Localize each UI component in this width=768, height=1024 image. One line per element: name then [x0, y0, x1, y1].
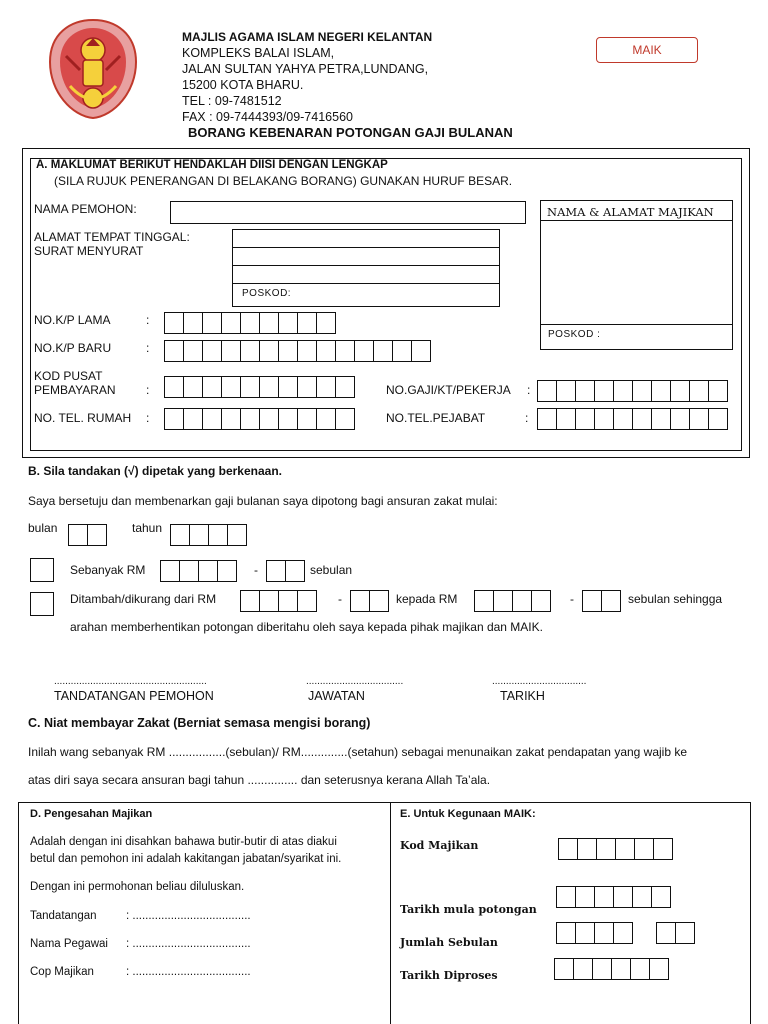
- input-cell[interactable]: [240, 340, 260, 362]
- address-line-3: 15200 KOTA BHARU.: [182, 78, 304, 92]
- kp-baru-cells[interactable]: [164, 340, 430, 362]
- input-cell[interactable]: [278, 590, 298, 612]
- majikan-box[interactable]: [540, 200, 733, 350]
- input-cell[interactable]: [297, 408, 317, 430]
- input-cell[interactable]: [575, 922, 595, 944]
- jumlah-sebulan-label: Jumlah Sebulan: [400, 936, 498, 949]
- input-cell[interactable]: [354, 340, 374, 362]
- input-cell[interactable]: [179, 560, 199, 582]
- input-cell[interactable]: [651, 886, 671, 908]
- input-cell[interactable]: [217, 560, 237, 582]
- input-cell[interactable]: [227, 524, 247, 546]
- kp-lama-cells[interactable]: [164, 312, 335, 334]
- kod-pusat-label: KOD PUSAT: [34, 369, 103, 383]
- kp-lama-colon: :: [146, 313, 150, 327]
- input-cell[interactable]: [316, 376, 336, 398]
- input-cell[interactable]: [278, 376, 298, 398]
- input-cell[interactable]: [573, 958, 593, 980]
- tel-rumah-cells[interactable]: [164, 408, 354, 430]
- kepada-label: kepada RM: [396, 592, 458, 606]
- input-cell[interactable]: [202, 376, 222, 398]
- alamat-poskod-label: POSKOD:: [242, 288, 292, 299]
- tel-pejabat-label: NO.TEL.PEJABAT: [386, 411, 486, 425]
- input-cell[interactable]: [164, 340, 184, 362]
- input-cell[interactable]: [653, 838, 673, 860]
- nama-pegawai-dots: : .....................................: [126, 938, 251, 950]
- section-c-line-2: atas diri saya secara ansuran bagi tahun ............... dan seterusnya kerana Allah Ta’ala.: [28, 773, 491, 787]
- sebulan-label: sebulan: [310, 563, 353, 577]
- form-title: BORANG KEBENARAN POTONGAN GAJI BULANAN: [188, 125, 513, 140]
- input-cell[interactable]: [189, 524, 209, 546]
- input-cell[interactable]: [183, 340, 203, 362]
- input-cell[interactable]: [259, 312, 279, 334]
- input-cell[interactable]: [198, 560, 218, 582]
- tarikh-label: TARIKH: [500, 689, 545, 703]
- input-cell[interactable]: [632, 408, 652, 430]
- input-cell[interactable]: [537, 380, 557, 402]
- input-cell[interactable]: [68, 524, 88, 546]
- input-cell[interactable]: [278, 408, 298, 430]
- input-cell[interactable]: [221, 376, 241, 398]
- kod-pusat-cells[interactable]: [164, 376, 354, 398]
- input-cell[interactable]: [594, 922, 614, 944]
- section-a-subtitle: (SILA RUJUK PENERANGAN DI BELAKANG BORANG) GUNAKAN HURUF BESAR.: [54, 174, 513, 188]
- input-cell[interactable]: [285, 560, 305, 582]
- input-cell[interactable]: [259, 408, 279, 430]
- section-de-divider: [390, 802, 391, 1024]
- input-cell[interactable]: [411, 340, 431, 362]
- input-cell[interactable]: [369, 590, 389, 612]
- bulan-label: bulan: [28, 521, 58, 535]
- input-cell[interactable]: [240, 590, 260, 612]
- input-cell[interactable]: [208, 524, 228, 546]
- input-cell[interactable]: [221, 408, 241, 430]
- input-cell[interactable]: [656, 922, 676, 944]
- tel-pejabat-cells[interactable]: [537, 408, 727, 430]
- sebanyak-label: Sebanyak RM: [70, 563, 146, 577]
- ditambah-label: Ditambah/dikurang dari RM: [70, 592, 217, 606]
- tarikh-mula-cells[interactable]: [556, 886, 670, 908]
- input-cell[interactable]: [575, 380, 595, 402]
- pembayaran-label: PEMBAYARAN: [34, 383, 116, 397]
- input-cell[interactable]: [297, 376, 317, 398]
- input-cell[interactable]: [160, 560, 180, 582]
- input-cell[interactable]: [316, 312, 336, 334]
- no-gaji-cells[interactable]: [537, 380, 727, 402]
- input-cell[interactable]: [297, 590, 317, 612]
- alamat-label: ALAMAT TEMPAT TINGGAL:: [34, 230, 190, 244]
- cop-majikan-dots: : .....................................: [126, 966, 251, 978]
- alamat-line-2[interactable]: [232, 247, 500, 266]
- ditambah-dash: -: [338, 592, 342, 606]
- section-d-text-3: Dengan ini permohonan beliau diluluskan.: [30, 881, 245, 893]
- section-d-text-2: betul dan pemohon ini adalah kakitangan jabatan/syarikat ini.: [30, 853, 342, 865]
- section-b-statement: Saya bersetuju dan membenarkan gaji bulanan saya dipotong bagi ansuran zakat mulai:: [28, 494, 498, 508]
- input-cell[interactable]: [259, 376, 279, 398]
- bulan-cells[interactable]: [68, 524, 106, 546]
- input-cell[interactable]: [556, 886, 576, 908]
- input-cell[interactable]: [689, 380, 709, 402]
- sign-dots: .......................................................: [54, 676, 207, 687]
- input-cell[interactable]: [164, 376, 184, 398]
- sebanyak-dash: -: [254, 563, 258, 577]
- sebulan-sehingga-label: sebulan sehingga: [628, 592, 723, 606]
- majikan-poskod-divider: [540, 324, 733, 325]
- fax-number: FAX : 09-7444393/09-7416560: [182, 110, 353, 124]
- section-d-title: D. Pengesahan Majikan: [30, 808, 153, 820]
- tahun-label: tahun: [132, 521, 163, 535]
- sign-label: TANDATANGAN PEMOHON: [54, 689, 214, 703]
- section-c-line-1: Inilah wang sebanyak RM .................(sebulan)/ RM..............(setahun) sebagai menunaikan zakat pendapatan yang wajib ke: [28, 745, 688, 759]
- tarikh-mula-label: Tarikh mula potongan: [400, 903, 537, 916]
- majikan-title: NAMA & ALAMAT MAJIKAN: [547, 205, 714, 219]
- input-cell[interactable]: [575, 408, 595, 430]
- tel-number: TEL : 09-7481512: [182, 94, 282, 108]
- tel-rumah-label: NO. TEL. RUMAH: [34, 411, 132, 425]
- input-cell[interactable]: [240, 312, 260, 334]
- input-cell[interactable]: [594, 408, 614, 430]
- input-cell[interactable]: [297, 312, 317, 334]
- input-cell[interactable]: [164, 408, 184, 430]
- kod-pusat-colon: :: [146, 383, 150, 397]
- section-a-title: A. MAKLUMAT BERIKUT HENDAKLAH DIISI DENGAN LENGKAP: [36, 159, 388, 171]
- input-cell[interactable]: [493, 590, 513, 612]
- input-cell[interactable]: [335, 376, 355, 398]
- maik-badge: MAIK: [596, 37, 698, 63]
- input-cell[interactable]: [708, 408, 728, 430]
- section-c-title: C. Niat membayar Zakat (Berniat semasa mengisi borang): [28, 716, 371, 730]
- input-cell[interactable]: [613, 408, 633, 430]
- input-cell[interactable]: [316, 340, 336, 362]
- input-cell[interactable]: [531, 590, 551, 612]
- input-cell[interactable]: [613, 922, 633, 944]
- input-cell[interactable]: [582, 590, 602, 612]
- tel-rumah-colon: :: [146, 411, 150, 425]
- alamat-line-3[interactable]: [232, 265, 500, 284]
- nama-pemohon-input[interactable]: [170, 201, 526, 224]
- majikan-poskod-label: POSKOD :: [548, 329, 601, 340]
- input-cell[interactable]: [392, 340, 412, 362]
- address-line-1: KOMPLEKS BALAI ISLAM,: [182, 46, 335, 60]
- input-cell[interactable]: [202, 340, 222, 362]
- input-cell[interactable]: [87, 524, 107, 546]
- kp-lama-label: NO.K/P LAMA: [34, 313, 111, 327]
- no-gaji-label: NO.GAJI/KT/PEKERJA: [386, 383, 511, 397]
- input-cell[interactable]: [632, 886, 652, 908]
- input-cell[interactable]: [601, 590, 621, 612]
- tarikh-diproses-cells[interactable]: [554, 958, 668, 980]
- tarikh-diproses-label: Tarikh Diproses: [400, 969, 498, 982]
- input-cell[interactable]: [297, 340, 317, 362]
- input-cell[interactable]: [170, 524, 190, 546]
- tel-pejabat-colon: :: [525, 411, 529, 425]
- input-cell[interactable]: [613, 886, 633, 908]
- tandatangan-label: Tandatangan: [30, 910, 97, 922]
- input-cell[interactable]: [278, 340, 298, 362]
- alamat-line-1[interactable]: [232, 229, 500, 248]
- sebanyak-rm-cells[interactable]: [160, 560, 236, 582]
- input-cell[interactable]: [611, 958, 631, 980]
- input-cell[interactable]: [632, 380, 652, 402]
- org-name: MAJLIS AGAMA ISLAM NEGERI KELANTAN: [182, 30, 433, 44]
- kp-baru-label: NO.K/P BARU: [34, 341, 112, 355]
- kepada-rm-cells[interactable]: [474, 590, 550, 612]
- input-cell[interactable]: [278, 312, 298, 334]
- no-gaji-colon: :: [527, 383, 531, 397]
- section-d-text-1: Adalah dengan ini disahkan bahawa butir-butir di atas diakui: [30, 836, 337, 848]
- input-cell[interactable]: [221, 312, 241, 334]
- sebanyak-checkbox[interactable]: [30, 558, 54, 582]
- input-cell[interactable]: [630, 958, 650, 980]
- input-cell[interactable]: [202, 312, 222, 334]
- nama-pegawai-label: Nama Pegawai: [30, 938, 108, 950]
- tarikh-dots: ..................................: [492, 676, 587, 687]
- input-cell[interactable]: [613, 380, 633, 402]
- input-cell[interactable]: [474, 590, 494, 612]
- maik-crest-logo: [46, 16, 140, 122]
- input-cell[interactable]: [554, 958, 574, 980]
- nama-pemohon-label: NAMA PEMOHON:: [34, 202, 137, 216]
- ditambah-sen-cells[interactable]: [350, 590, 388, 612]
- input-cell[interactable]: [592, 958, 612, 980]
- input-cell[interactable]: [373, 340, 393, 362]
- input-cell[interactable]: [183, 376, 203, 398]
- kepada-dash: -: [570, 592, 574, 606]
- input-cell[interactable]: [594, 886, 614, 908]
- input-cell[interactable]: [240, 408, 260, 430]
- input-cell[interactable]: [558, 838, 578, 860]
- input-cell[interactable]: [202, 408, 222, 430]
- address-line-2: JALAN SULTAN YAHYA PETRA,LUNDANG,: [182, 62, 429, 76]
- jawatan-label: JAWATAN: [308, 689, 365, 703]
- jumlah-sebulan-sen-cells[interactable]: [656, 922, 694, 944]
- input-cell[interactable]: [670, 380, 690, 402]
- input-cell[interactable]: [577, 838, 597, 860]
- sebanyak-sen-cells[interactable]: [266, 560, 304, 582]
- input-cell[interactable]: [556, 380, 576, 402]
- input-cell[interactable]: [556, 922, 576, 944]
- jawatan-dots: ...................................: [306, 676, 404, 687]
- kp-baru-colon: :: [146, 341, 150, 355]
- input-cell[interactable]: [670, 408, 690, 430]
- input-cell[interactable]: [240, 376, 260, 398]
- kod-majikan-cells[interactable]: [558, 838, 672, 860]
- input-cell[interactable]: [594, 380, 614, 402]
- kod-majikan-label: Kod Majikan: [400, 839, 479, 852]
- input-cell[interactable]: [164, 312, 184, 334]
- tandatangan-dots: : .....................................: [126, 910, 251, 922]
- input-cell[interactable]: [350, 590, 370, 612]
- input-cell[interactable]: [259, 340, 279, 362]
- input-cell[interactable]: [689, 408, 709, 430]
- kepada-sen-cells[interactable]: [582, 590, 620, 612]
- input-cell[interactable]: [675, 922, 695, 944]
- cop-majikan-label: Cop Majikan: [30, 966, 94, 978]
- input-cell[interactable]: [183, 408, 203, 430]
- input-cell[interactable]: [575, 886, 595, 908]
- ditambah-rm-cells[interactable]: [240, 590, 316, 612]
- input-cell[interactable]: [266, 560, 286, 582]
- tahun-cells[interactable]: [170, 524, 246, 546]
- input-cell[interactable]: [634, 838, 654, 860]
- input-cell[interactable]: [651, 408, 671, 430]
- input-cell[interactable]: [649, 958, 669, 980]
- input-cell[interactable]: [615, 838, 635, 860]
- input-cell[interactable]: [221, 340, 241, 362]
- input-cell[interactable]: [596, 838, 616, 860]
- input-cell[interactable]: [316, 408, 336, 430]
- input-cell[interactable]: [335, 340, 355, 362]
- input-cell[interactable]: [556, 408, 576, 430]
- section-e-title: E. Untuk Kegunaan MAIK:: [400, 808, 536, 820]
- jumlah-sebulan-rm-cells[interactable]: [556, 922, 632, 944]
- arahan-text: arahan memberhentikan potongan diberitahu oleh saya kepada pihak majikan dan MAIK.: [70, 620, 543, 634]
- input-cell[interactable]: [512, 590, 532, 612]
- section-b-title: B. Sila tandakan (√) dipetak yang berkenaan.: [28, 464, 282, 478]
- input-cell[interactable]: [537, 408, 557, 430]
- ditambah-checkbox[interactable]: [30, 592, 54, 616]
- input-cell[interactable]: [708, 380, 728, 402]
- input-cell[interactable]: [335, 408, 355, 430]
- majikan-title-divider: [540, 220, 733, 221]
- input-cell[interactable]: [259, 590, 279, 612]
- input-cell[interactable]: [651, 380, 671, 402]
- surat-menyurat-label: SURAT MENYURAT: [34, 244, 144, 258]
- input-cell[interactable]: [183, 312, 203, 334]
